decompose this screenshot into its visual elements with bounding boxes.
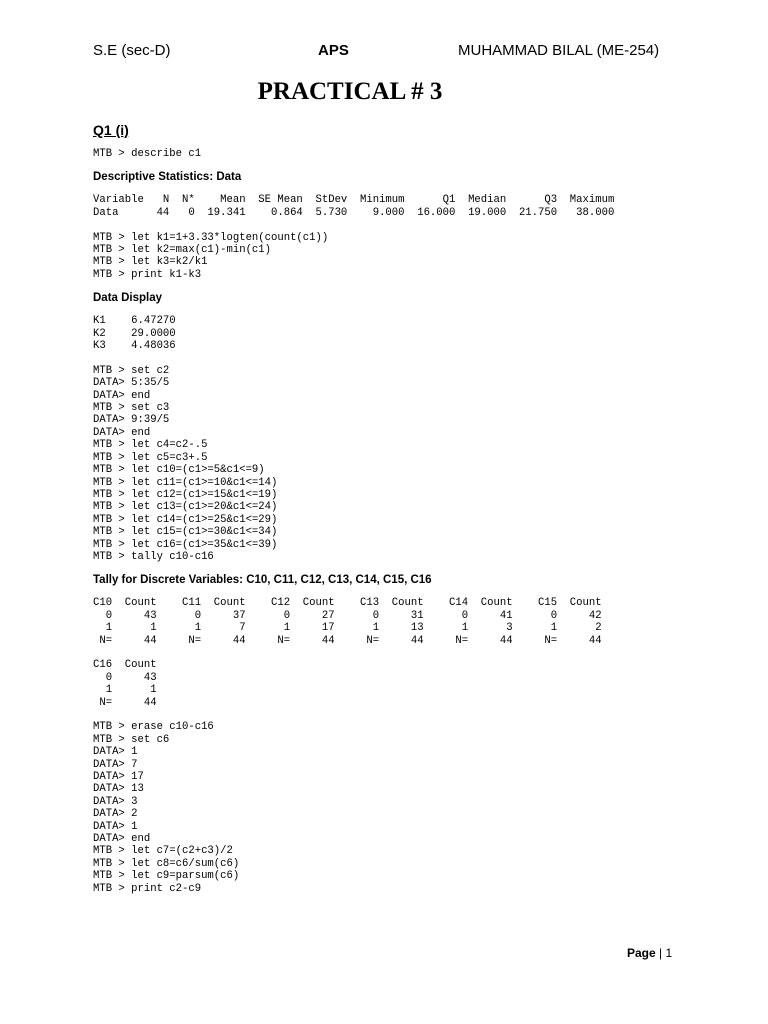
command-describe: MTB > describe c1 bbox=[93, 148, 202, 160]
header-center: APS bbox=[318, 42, 349, 59]
question-heading: Q1 (i) bbox=[93, 122, 129, 138]
document-body bbox=[93, 148, 693, 895]
page-footer bbox=[627, 946, 672, 960]
section-data-display: Data Display bbox=[93, 292, 163, 305]
section-tally: Tally for Discrete Variables: C10, C11, C12, C13, C14, C15, C16 bbox=[93, 574, 432, 587]
descriptive-statistics-table: Variable N N* Mean SE Mean StDev Minimum Q1 Median Q3 Maximum Data 44 0 19.341 0.864 5.730 9.000 16.000 19.000 21.750 38.000 bbox=[93, 194, 615, 219]
page-title: PRACTICAL # 3 bbox=[257, 78, 443, 105]
page-number: 1 bbox=[665, 946, 673, 960]
header-left: S.E (sec-D) bbox=[93, 42, 171, 59]
header-right: MUHAMMAD BILAL (ME-254) bbox=[458, 42, 660, 59]
command-set-and-tally: MTB > set c2 DATA> 5:35/5 DATA> end MTB > set c3 DATA> 9:39/5 DATA> end MTB > let c4=c2-.5 MTB > let c5=c3+.5 MTB > let c10=(c1>=5&c1<=9) MTB > let c11=(c1>=10&c1<=14) MTB > let c12=(c1>=15&c1<=19) MTB > let c13=(c1>=20&c1<=24) MTB > let c14=(c1>=25&c1<=29) MTB > let c15=(c1>=30&c1<=34) MTB > let c16=(c1>=35&c1<=39) MTB > tally c10-c16 bbox=[93, 364, 278, 563]
footer-separator: | bbox=[655, 946, 666, 960]
command-constants: MTB > let k1=1+3.33*logten(count(c1)) MTB > let k2=max(c1)-min(c1) MTB > let k3=k2/k1 MTB > print k1-k3 bbox=[93, 231, 329, 281]
footer-label: Page bbox=[627, 946, 656, 960]
command-erase-and-print: MTB > erase c10-c16 MTB > set c6 DATA> 1 DATA> 7 DATA> 17 DATA> 13 DATA> 3 DATA> 2 DATA> 1 DATA> end MTB > let c7=(c2+c3)/2 MTB > let c8=c6/sum(c6) MTB > let c9=parsum(c6) MTB > print c2-c9 bbox=[93, 721, 240, 895]
section-descriptive-statistics: Descriptive Statistics: Data bbox=[93, 171, 242, 184]
data-display-values: K1 6.47270 K2 29.0000 K3 4.48036 bbox=[93, 315, 176, 353]
tally-table-c10-c15: C10 Count C11 Count C12 Count C13 Count C14 Count C15 Count 0 43 0 37 0 27 0 31 0 41 0 42 1 1 1 7 1 17 1 13 1 3 1 2 N= 44 N= 44 N= 44 N= 44 N= 44 N= 44 bbox=[93, 597, 602, 647]
tally-table-c16: C16 Count 0 43 1 1 N= 44 bbox=[93, 659, 157, 709]
